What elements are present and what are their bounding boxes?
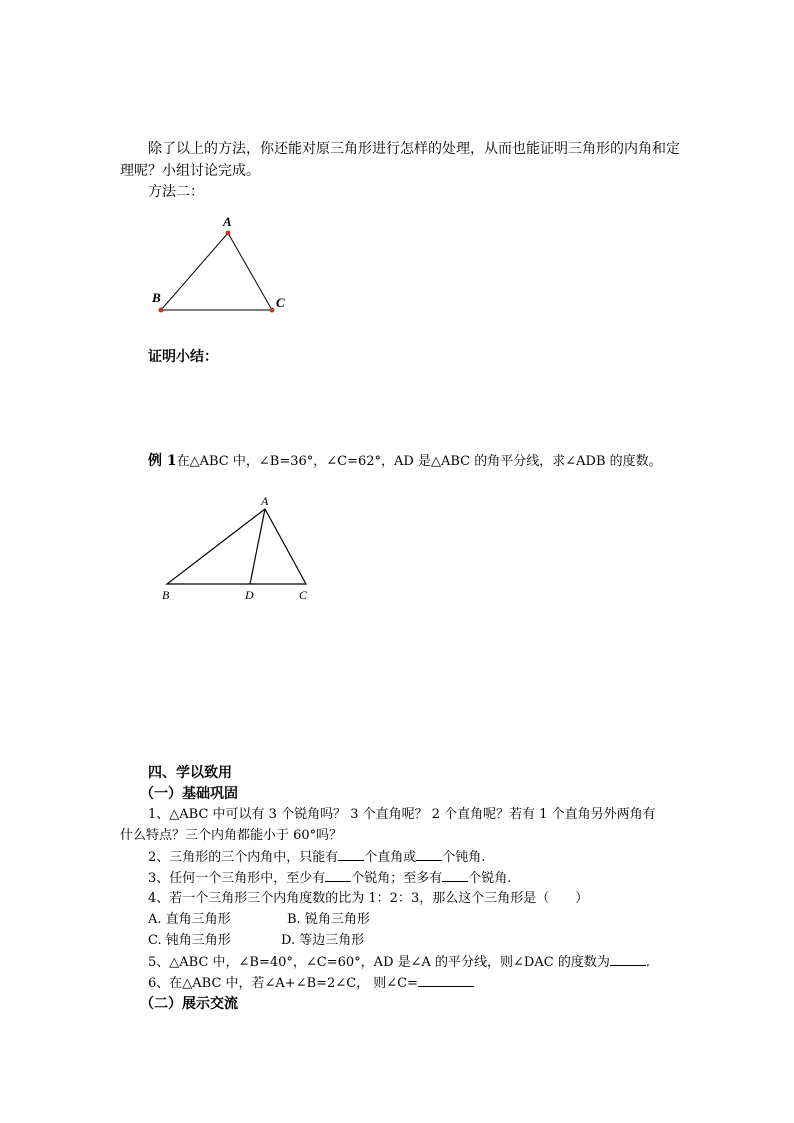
intro-line-1: 除了以上的方法，你还能对原三角形进行怎样的处理，从而也能证明三角形的内角和定 — [148, 141, 680, 157]
vertex-a-label-2: A — [261, 494, 269, 508]
question-5-blank[interactable] — [610, 953, 646, 966]
method-2-heading: 方法二： — [148, 184, 204, 200]
section-4-title: 四、学以致用 — [148, 765, 232, 781]
question-4-option-c: C. 钝角三角形 — [148, 933, 231, 948]
vertex-b-point — [159, 308, 164, 313]
question-4-option-b: B. 锐角三角形 — [287, 912, 370, 927]
question-1-line-2: 什么特点？三个内角都能小于 60°吗？ — [120, 828, 343, 843]
question-4: 4、若一个三角形三个内角度数的比为 1：2：3，那么这个三角形是（ ） — [148, 891, 589, 906]
question-2-blank-2[interactable] — [416, 848, 442, 861]
intro-line-2: 理呢？小组讨论完成。 — [120, 163, 260, 179]
bisector-ad-line — [250, 509, 265, 584]
question-2 — [148, 848, 485, 867]
vertex-c-label: C — [276, 295, 285, 310]
section-4-sub-1: （一）基础巩固 — [140, 786, 238, 802]
question-3-part-b: 个锐角；至多有 — [351, 871, 443, 886]
question-4-option-d: D. 等边三角形 — [281, 933, 365, 948]
question-3-blank-1[interactable] — [325, 869, 351, 882]
section-4-sub-2: （二）展示交流 — [140, 996, 238, 1012]
vertex-d-label-2: D — [245, 588, 254, 602]
example-1-label: 例 1 — [148, 453, 177, 469]
question-2-part-a: 2、三角形的三个内角中，只能有 — [148, 850, 339, 865]
vertex-a-point — [226, 231, 231, 236]
vertex-c-label-2: C — [299, 588, 308, 602]
proof-summary-heading: 证明小结： — [148, 349, 218, 365]
question-1-line-1: 1、△ABC 中可以有 3 个锐角吗？ 3 个直角呢？ 2 个直角呢？若有 1 个直角另外两角有 — [148, 807, 656, 822]
example-1-text: 在△ABC 中，∠B=36°，∠C=62°，AD 是△ABC 的角平分线，求∠ADB 的度数。 — [176, 454, 662, 469]
question-6 — [148, 974, 474, 993]
question-3-part-c: 个锐角. — [468, 871, 512, 886]
question-6-blank[interactable] — [418, 974, 474, 987]
question-6-text: 6、在△ABC 中，若∠A+∠B=2∠C， 则∠C= — [148, 976, 419, 991]
question-3-blank-2[interactable] — [442, 869, 468, 882]
example-1 — [148, 452, 662, 471]
question-5-part-b: . — [645, 955, 650, 970]
vertex-c-point — [270, 308, 275, 313]
question-2-part-b: 个直角或 — [364, 850, 417, 865]
vertex-b-label: B — [152, 290, 161, 305]
question-2-part-c: 个钝角. — [442, 850, 486, 865]
question-2-blank-1[interactable] — [338, 848, 364, 861]
question-4-option-a: A. 直角三角形 — [148, 912, 231, 927]
question-5 — [148, 953, 650, 972]
question-3 — [148, 869, 511, 888]
question-5-part-a: 5、△ABC 中，∠B=40°，∠C=60°，AD 是∠A 的平分线，则∠DAC 的度数为 — [148, 955, 610, 970]
vertex-a-label: A — [223, 214, 232, 229]
vertex-b-label-2: B — [162, 588, 170, 602]
question-3-part-a: 3、任何一个三角形中，至少有 — [148, 871, 326, 886]
